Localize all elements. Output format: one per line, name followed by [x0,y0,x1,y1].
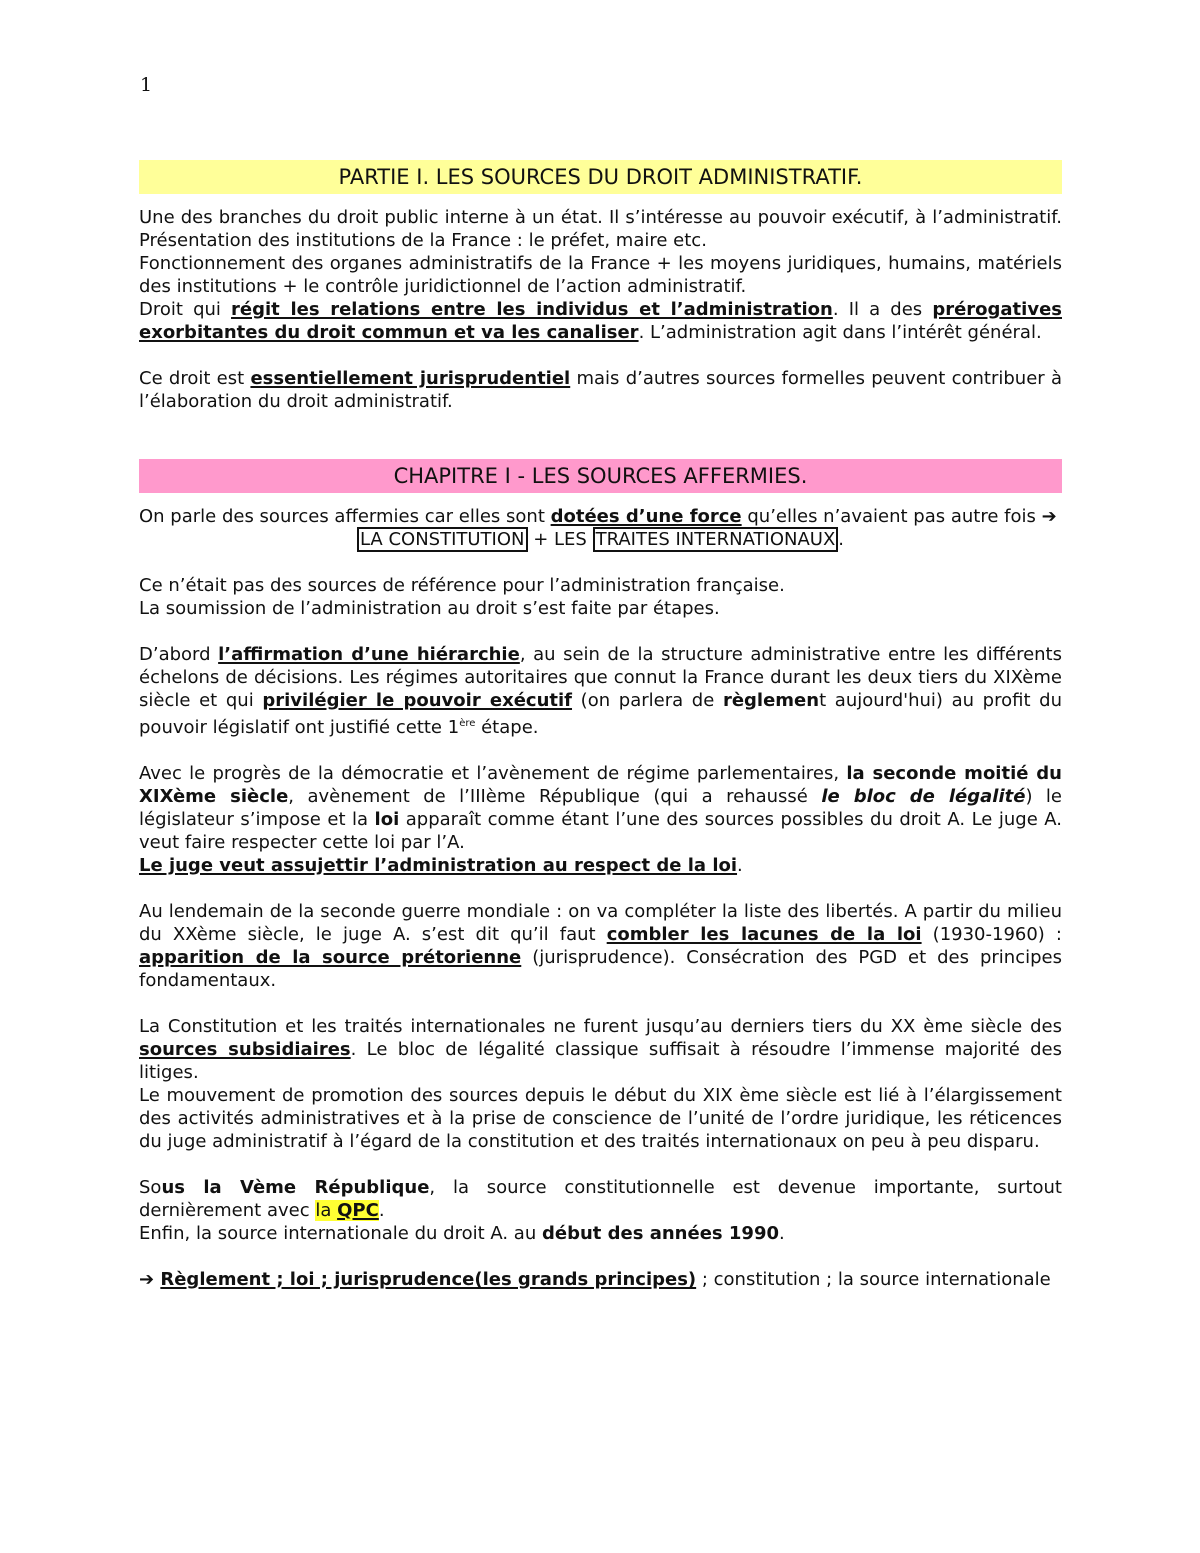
key-phrase: régit les relations entre les individus et l’administration [231,299,833,320]
chapter-paragraph-9: Le mouvement de promotion des sources depuis le début du XIX ème siècle est lié à l’élargissement des activités administratives et à la prise de conscience de l’unité de l’ordre juridique, les réticences du juge administratif à l’égard de la constitution et des traités internationaux on peu à peu disparu. [139,1085,1062,1152]
intro-paragraph-2: Fonctionnement des organes administratifs de la France + les moyens juridiques, humains, matériels des institutions + le contrôle juridictionnel de l’action administratif. [139,253,1062,297]
chapter-paragraph-1: On parle des sources affermies car elles sont dotées d’une force qu’elles n’avaient pas autre fois ➔ [139,506,1057,527]
chapter-paragraph-12: ➔ Règlement ; loi ; jurisprudence(les grands principes) ; constitution ; la source internationale [139,1269,1051,1290]
chapter-paragraph-2: Ce n’était pas des sources de référence pour l’administration française. [139,575,785,596]
part-title: PARTIE I. LES SOURCES DU DROIT ADMINISTRATIF. [139,160,1062,194]
intro-paragraph-3: Droit qui régit les relations entre les individus et l’administration. Il a des prérogatives exorbitantes du droit commun et va les canaliser. L’administration agit dans l’intérêt général. [139,299,1062,343]
arrow-icon: ➔ [1041,506,1057,527]
key-phrase: combler les lacunes de la loi [606,924,922,945]
sources-line: LA CONSTITUTION + LES TRAITES INTERNATIONAUX . [139,528,1062,551]
key-phrase: Le juge veut assujettir l’administration au respect de la loi [139,855,738,876]
chapter-title: CHAPITRE I - LES SOURCES AFFERMIES. [139,459,1062,493]
chapter-paragraph-7: Au lendemain de la seconde guerre mondiale : on va compléter la liste des libertés. A partir du milieu du XXème siècle, le juge A. s’est dit qu’il faut combler les lacunes de la loi (1930-1960) : apparition de la source prétorienne (jurisprudence). Consécration des PGD et des principes fondamentaux. [139,901,1062,991]
chapter-paragraph-11: Enfin, la source internationale du droit A. au début des années 1990. [139,1223,785,1244]
key-phrase: essentiellement jurisprudentiel [250,368,571,389]
chapter-paragraph-8: La Constitution et les traités internationales ne furent jusqu’au derniers tiers du XX ème siècle des sources subsidiaires. Le bloc de légalité classique suffisait à résoudre l’immense majorité des litiges. [139,1016,1062,1083]
chapter-paragraph-10: Sous la Vème République, la source constitutionnelle est devenue importante, surtout dernièrement avec la QPC. [139,1177,1062,1221]
qpc-highlight: QPC [337,1200,379,1221]
chapter-paragraph-4: D’abord l’affirmation d’une hiérarchie, au sein de la structure administrative entre les différents échelons de décisions. Les régimes autoritaires que connut la France durant les deux tiers du XIXème siècle et qui privilégier le pouvoir exécutif (on parlera de règlement aujourd'hui) au profit du pouvoir législatif ont justifié cette 1ère étape. [139,644,1063,738]
key-phrase: Règlement ; loi ; jurisprudence(les grands principes) [160,1269,697,1290]
key-phrase: privilégier le pouvoir exécutif [262,690,573,711]
arrow-icon: ➔ [139,1269,161,1290]
key-phrase: dotées d’une force [550,506,742,527]
intro-paragraph-4: Ce droit est essentiellement jurisprudentiel mais d’autres sources formelles peuvent contribuer à l’élaboration du droit administratif. [139,368,1062,412]
document-body [139,160,1062,1291]
constitution-box: LA CONSTITUTION [357,527,528,552]
chapter-paragraph-6: Le juge veut assujettir l’administration au respect de la loi. [139,855,743,876]
key-phrase: l’affirmation d’une hiérarchie [218,644,520,665]
page-number: 1 [140,74,153,96]
chapter-paragraph-3: La soumission de l’administration au droit s’est faite par étapes. [139,598,720,619]
chapter-paragraph-5: Avec le progrès de la démocratie et l’avènement de régime parlementaires, la seconde moitié du XIXème siècle, avènement de l’IIIème République (qui a rehaussé le bloc de légalité) le législateur s’impose et la loi apparaît comme étant l’une des sources possibles du droit A. Le juge A. veut faire respecter cette loi par l’A. [139,763,1062,853]
key-phrase: sources subsidiaires [139,1039,351,1060]
key-phrase: apparition de la source prétorienne [139,947,522,968]
key-phrase: prérogatives exorbitantes du droit commun et va les canaliser [139,299,1062,343]
intro-paragraph-1: Une des branches du droit public interne à un état. Il s’intéresse au pouvoir exécutif, à l’administratif. Présentation des institutions de la France : le préfet, maire etc. [139,207,1062,251]
traites-box: TRAITES INTERNATIONAUX [593,527,839,552]
